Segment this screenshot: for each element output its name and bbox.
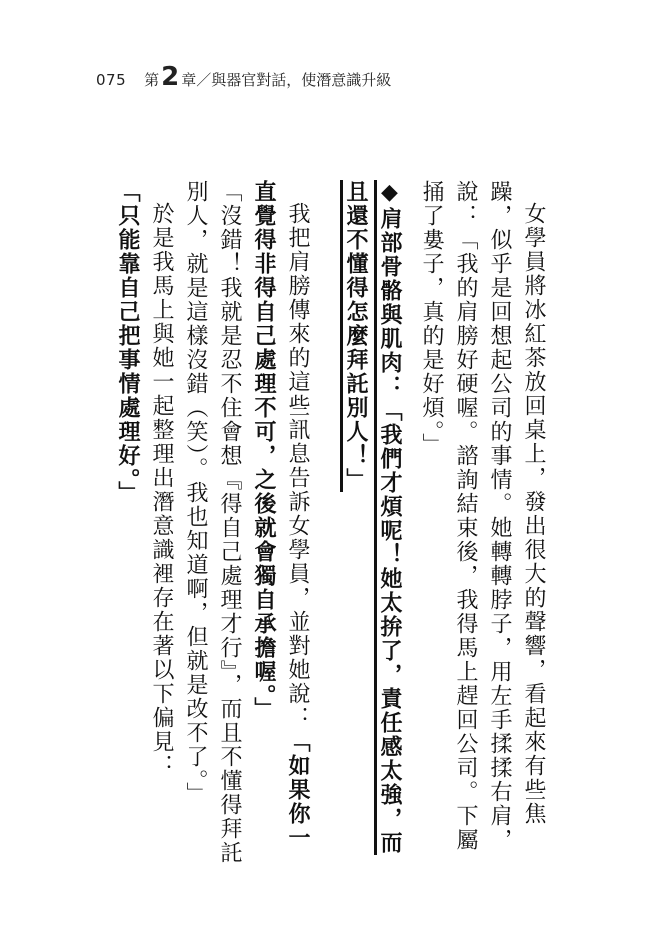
section-heading-text: ◆肩部骨骼與肌肉：「我們才煩呢！她太拚了，責任感太強，而且還不懂得怎麼拜託別人！」: [340, 180, 402, 855]
chapter-title: [144, 64, 391, 90]
paragraph-1: 女學員將冰紅茶放回桌上，發出很大的聲響，看起來有些焦躁，似乎是回想起公司的事情。她轉轉脖子，用左手揉揉右肩，說：「我的肩膀好硬喔。諮詢結束後，我得馬上趕回公司。下屬捅了婁子，真的是好煩。」: [419, 180, 546, 852]
vertical-body-text: [88, 180, 550, 870]
page-number: 075: [96, 71, 127, 89]
chapter-prefix: 第: [144, 71, 160, 89]
paragraph-2-emphasis: 「如果你一直覺得非得自己處理不可，之後就會獨自承擔喔。」: [251, 180, 310, 850]
chapter-subtitle: 章／與器官對話，使潛意識升級: [181, 71, 392, 89]
paragraph-3: 「沒錯！我就是忍不住會想『得自己處理才行』，而且不懂得拜託別人，就是這樣沒錯（笑）。我也知道啊，但就是改不了。」: [183, 180, 242, 865]
running-header: [96, 64, 391, 90]
paragraph-4: 於是我馬上與她一起整理出潛意識裡存在著以下偏見：: [149, 202, 174, 778]
chapter-number: 2: [161, 62, 180, 92]
paragraph-2-text: 我把肩膀傳來的這些訊息告訴女學員，並對她說：: [285, 202, 310, 730]
bias-quote: 「只能靠自己把事情處理好。」: [115, 180, 140, 505]
section-heading: [338, 180, 414, 870]
paragraph-2: [246, 180, 314, 870]
